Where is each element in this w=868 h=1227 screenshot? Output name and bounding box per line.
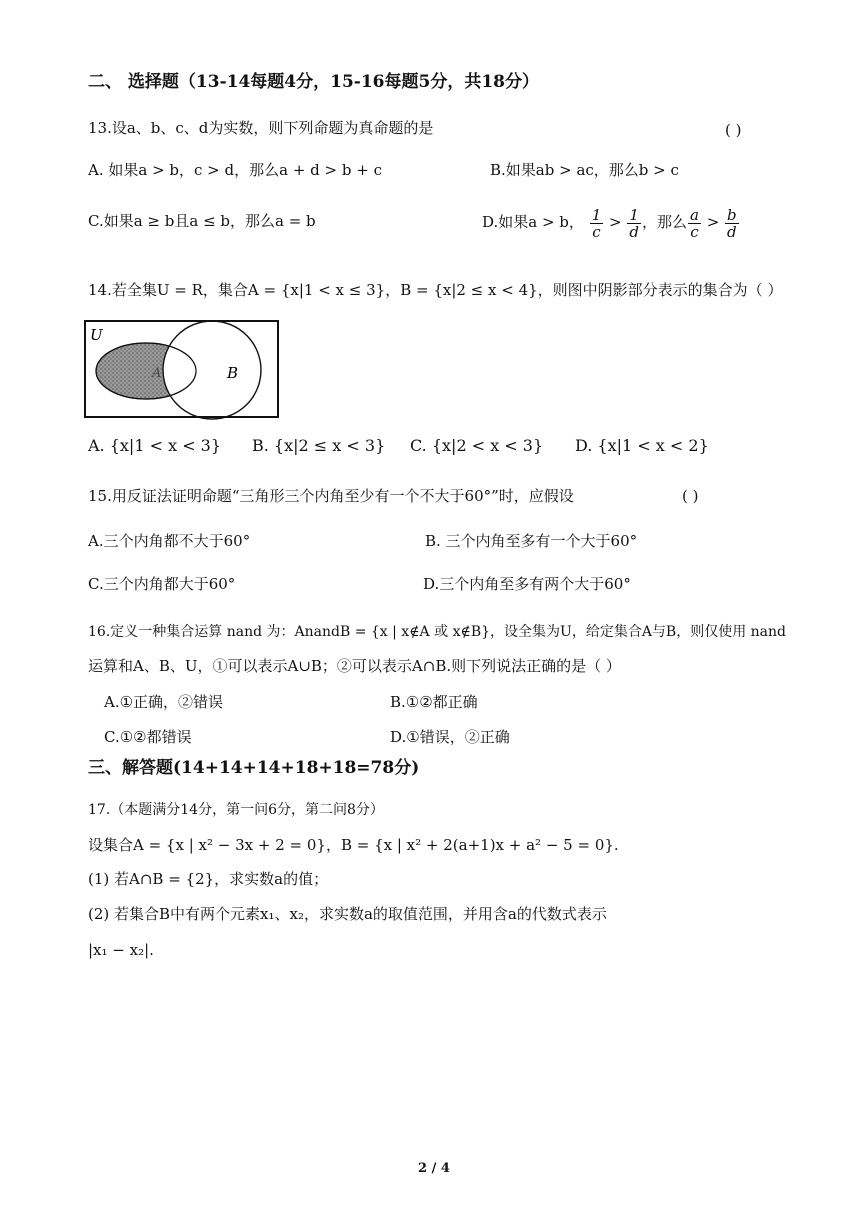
q13-answer-paren: ( )	[725, 121, 742, 139]
label-b: B	[227, 364, 239, 382]
q13-option-d	[482, 202, 740, 242]
q13-option-a: A. 如果a > b，c > d，那么a + d > b + c	[88, 161, 382, 179]
q14-option-b: B. {x|2 ≤ x < 3}	[252, 436, 386, 455]
q13-option-c: C.如果a ≥ b且a ≤ b，那么a = b	[88, 212, 316, 230]
q15-option-c: C.三个内角都大于60°	[88, 575, 236, 593]
q17-part-2: (2) 若集合B中有两个元素x₁、x₂，求实数a的取值范围，并用含a的代数式表示	[88, 905, 607, 923]
label-u: U	[90, 326, 103, 344]
q15-option-d: D.三个内角至多有两个大于60°	[423, 575, 631, 593]
q17-sets-definition: 设集合A = {x | x² − 3x + 2 = 0}，B = {x | x² + 2(a+1)x + a² − 5 = 0}.	[88, 836, 619, 854]
q15-option-b: B. 三个内角至多有一个大于60°	[425, 532, 638, 550]
q14-option-c: C. {x|2 < x < 3}	[410, 436, 544, 455]
q15-stem: 15.用反证法证明命题“三角形三个内角至少有一个不大于60°”时，应假设	[88, 487, 574, 505]
q17-header: 17.（本题满分14分，第一问6分，第二问8分）	[88, 802, 384, 818]
q16-option-c: C.①②都错误	[104, 728, 192, 746]
q13-frac-1-c: $\frac{1}{c}$	[591, 205, 602, 241]
q13-frac-1-d: $\frac{1}{d}$	[629, 205, 639, 241]
q13-frac-b-d: $\frac{b}{d}$	[727, 205, 737, 241]
q16-option-d: D.①错误，②正确	[390, 728, 510, 746]
q17-part-1: (1) 若A∩B = {2}，求实数a的值；	[88, 870, 329, 888]
q14-stem: 14.若全集U = R，集合A = {x|1 < x ≤ 3}，B = {x|2 ≤ x < 4}，则图中阴影部分表示的集合为（ ）	[88, 281, 783, 299]
q13-option-b: B.如果ab > ac，那么b > c	[490, 161, 679, 179]
q17-part-2-cont: |x₁ − x₂|.	[88, 941, 154, 959]
q16-option-b: B.①②都正确	[390, 693, 478, 711]
q13-stem: 13.设a、b、c、d为实数，则下列命题为真命题的是	[88, 119, 434, 137]
q13-frac-a-c: $\frac{a}{c}$	[689, 205, 699, 241]
label-a: A	[152, 366, 162, 381]
q16-line-2: 运算和A、B、U，①可以表示A∪B；②可以表示A∩B.则下列说法正确的是（ ）	[88, 657, 621, 675]
q14-option-d: D. {x|1 < x < 2}	[575, 436, 709, 455]
q13-gt-1: >	[604, 213, 627, 231]
q13-option-d-mid: ，那么	[641, 213, 687, 231]
section-title-answer: 三、解答题(14+14+14+18+18=78分)	[88, 758, 420, 778]
page-number: 2 / 4	[418, 1161, 450, 1176]
q13-option-d-prefix: D.如果a > b，	[482, 213, 584, 231]
q15-answer-paren: ( )	[682, 487, 699, 505]
q16-option-a: A.①正确，②错误	[104, 693, 224, 711]
section-title-choice: 二、 选择题（13-14每题4分，15-16每题5分，共18分）	[88, 72, 539, 92]
venn-diagram	[84, 320, 280, 420]
q13-gt-2: >	[701, 213, 725, 231]
q16-line-1: 16.定义一种集合运算 nand 为：AnandB = {x | x∉A 或 x∉B}，设全集为U，给定集合A与B，则仅使用 nand	[88, 624, 787, 640]
q15-option-a: A.三个内角都不大于60°	[88, 532, 251, 550]
q14-option-a: A. {x|1 < x < 3}	[88, 436, 222, 455]
